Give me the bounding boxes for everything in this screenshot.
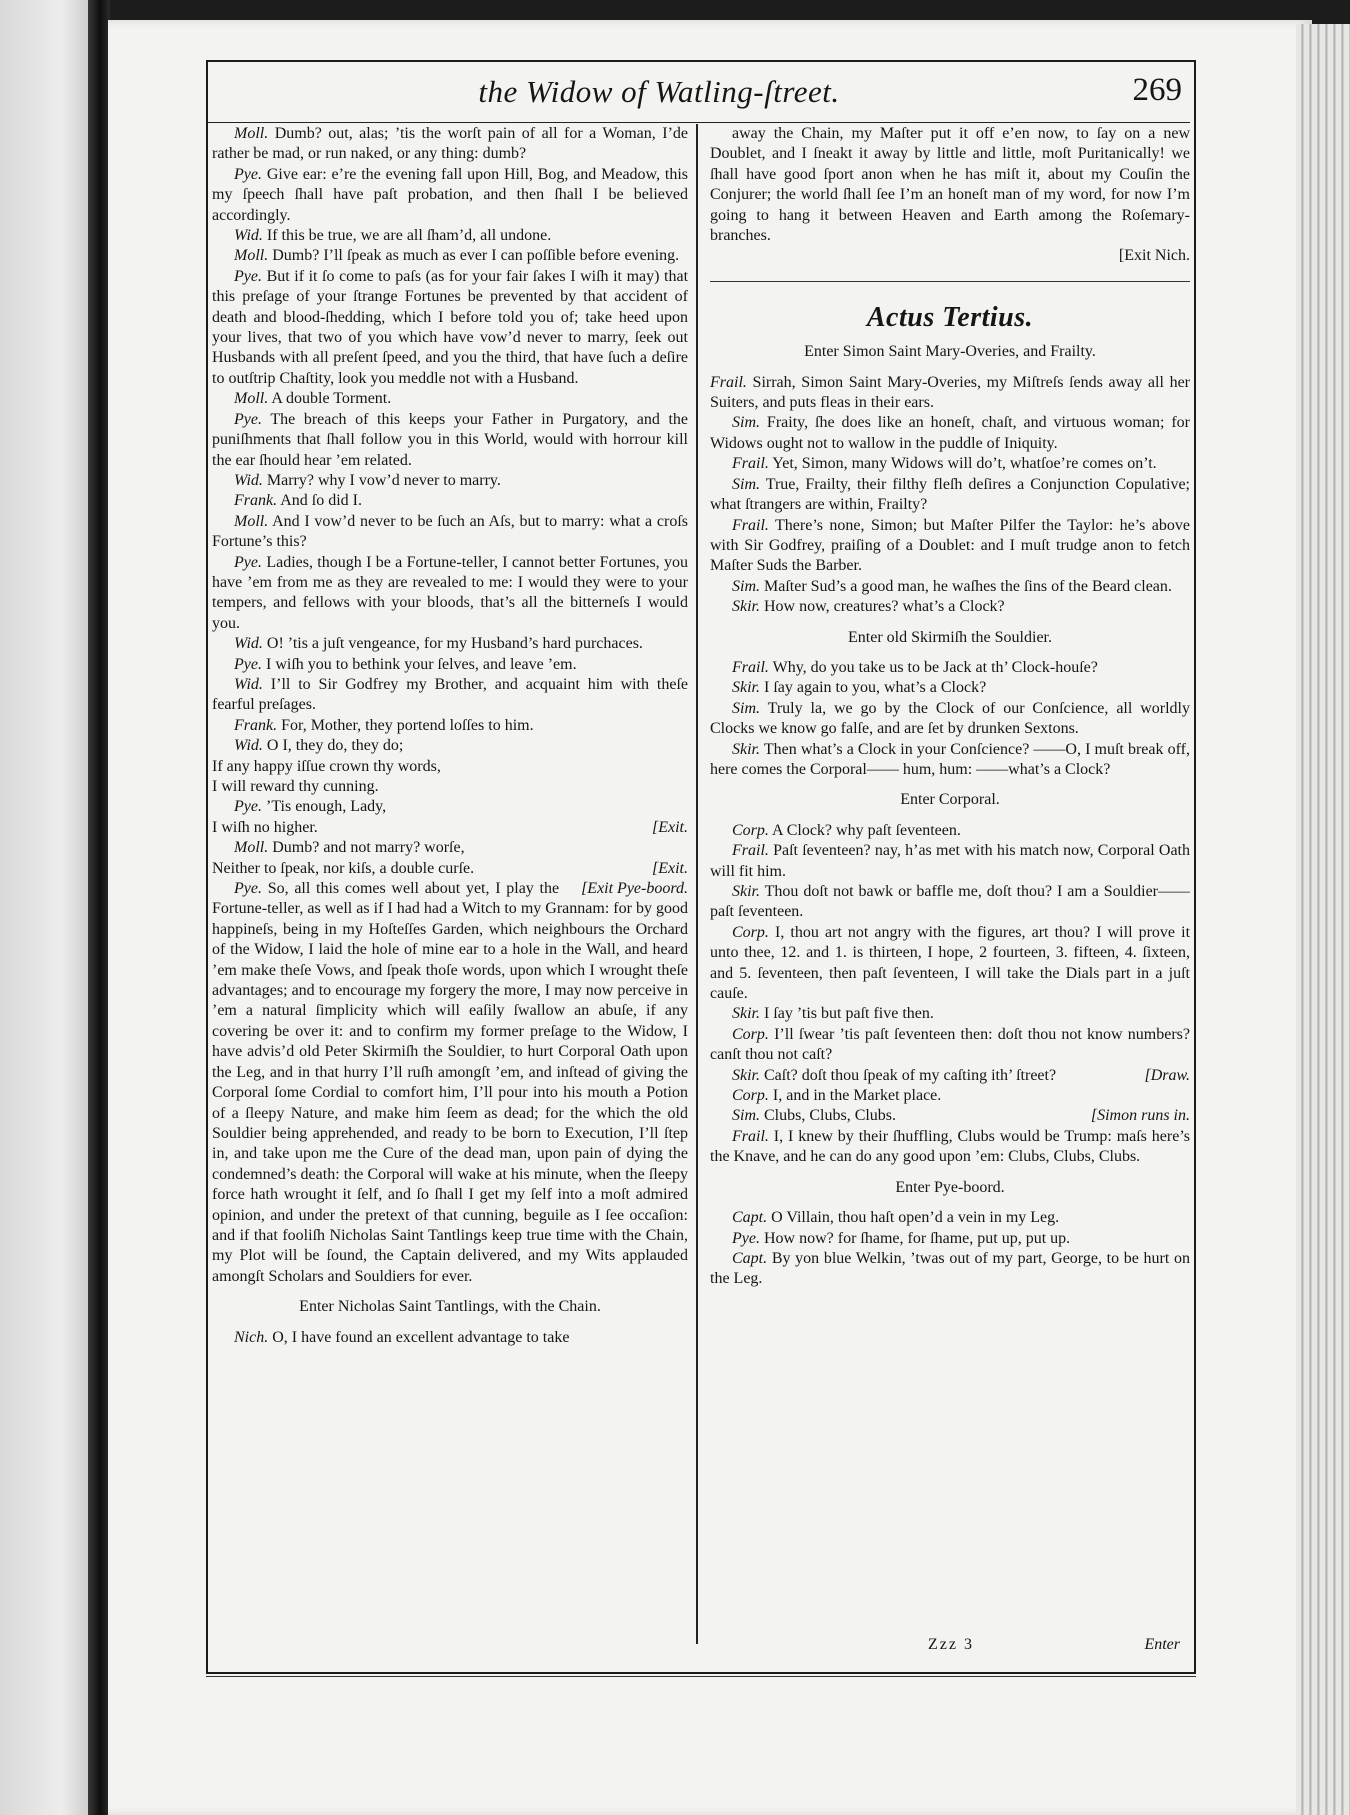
speaker-name: Wid. — [234, 635, 263, 653]
speech-text: O! ’tis a juſt vengeance, for my Husband’s hard purchaces. — [266, 635, 643, 653]
speaker-name: Capt. — [732, 1249, 768, 1267]
speech-text: Thou doſt not bawk or baffle me, doſt thou? I am a Souldier——paſt ſeventeen. — [710, 883, 1190, 921]
speaker-name: Corp. — [732, 1025, 769, 1043]
speaker-name: Frail. — [732, 455, 769, 473]
page-footer — [208, 1636, 1190, 1666]
speech-text: Marry? why I vow’d never to marry. — [266, 471, 501, 489]
verse-line-text: I wiſh no higher. — [212, 818, 318, 836]
speech-text: Dumb? I’ll ſpeak as much as ever I can poſſible before evening. — [272, 247, 680, 265]
speaker-name: Frank. — [234, 716, 278, 734]
speaker-name: Frank. — [234, 492, 278, 510]
speech — [710, 577, 1190, 597]
speech-text: Caſt? doſt thou ſpeak of my caſting ith’ ſtreet? — [764, 1066, 1057, 1084]
speech-text: A Clock? why paſt ſeventeen. — [772, 821, 961, 839]
catchword: Enter — [1144, 1636, 1180, 1653]
speaker-name: Sim. — [732, 414, 760, 432]
speech — [212, 410, 688, 471]
speaker-name: Frail. — [732, 1127, 769, 1145]
book-gutter — [88, 0, 110, 1815]
speaker-name: Moll. — [234, 247, 269, 265]
speaker-name: Frail. — [732, 516, 769, 534]
speaker-name: Sim. — [732, 1107, 760, 1125]
speaker-name: Pye. — [234, 880, 262, 898]
speech-text: I’ll to Sir Godfrey my Brother, and acquaint him with theſe fearful preſages. — [212, 675, 688, 714]
stage-direction-text: [Exit. — [652, 818, 688, 836]
speech — [212, 655, 688, 675]
stage-direction — [710, 1178, 1190, 1198]
right-column — [710, 124, 1190, 1648]
speech-text: O I, they do, they do; — [266, 737, 404, 755]
speech — [212, 124, 688, 165]
speaker-name: Wid. — [234, 675, 263, 693]
speech-text: ’Tis enough, Lady, — [265, 798, 387, 816]
speech-text: If this be true, we are all ſham’d, all undone. — [266, 227, 552, 245]
speech-text: So, all this comes well about yet, I play the Fortune-teller, as well as if I had had a Witch to my Grannam: for by good happineſs, being in my Hoſteſſes Garden, which neighbours the Orchard of the Widow, I laid the hole of mine ear to a hole in the Wall, and heard ’em make theſe Vows, and ſpeak thoſe words, upon which I wrought theſe advantages; and to encourage my forgery the more, I may now perceive in ’em a natural ſimplicity which will eaſily ſwallow an abuſe, if any covering be over it: and to confirm my former preſage to the Widow, I have advis’d old Peter Skirmiſh the Souldier, to hurt Corporal Oath upon the Leg, and in that hurry I’ll ruſh amongſt ’em, and inſtead of giving the Corporal ſome Cordial to comfort him, I’ll pour into his mouth a Potion of a ſleepy Nature, and make him ſeem as dead; for the which the old Souldier being apprehended, and ready to be born to Execution, I’ll ſtep in, and take upon me the Cure of the dead man, upon pain of dying the condemned’s death: the Corporal will wake at his minute, when the ſleepy force hath wrought it ſelf, and ſo ſhall I get my ſelf into a moſt admired opinion, and under the pretext of that cunning, beguile as I ſee occaſion: and if that fooliſh Nicholas Saint Tantlings keep true time with the Chain, my Plot will be ſound, the Captain delivered, and my Wits applauded amongſt Scholars and Souldiers for ever. — [212, 880, 688, 1285]
verse-line — [212, 757, 688, 777]
speaker-name: Skir. — [732, 883, 760, 900]
speaker-name: Moll. — [234, 512, 269, 530]
stage-direction — [710, 342, 1190, 362]
speech-text: Maſter Sud’s a good man, he waſhes the ſins of the Beard clean. — [764, 577, 1172, 595]
speaker-name: Capt. — [732, 1209, 768, 1227]
speech — [710, 1066, 1190, 1086]
speech-text: I, thou art not angry with the figures, art thou? I will prove it unto thee, 12. and 1. is thirteen, I hope, 2 fourteen, 3. fifteen, 4. ſixteen, and 5. ſeventeen, then paſt ſeventeen, I will take the Dials part in a juſt cauſe. — [710, 923, 1190, 1003]
speech — [710, 1249, 1190, 1290]
speaker-name: Wid. — [234, 471, 263, 489]
speech-text: And ſo did I. — [280, 492, 363, 510]
speech — [212, 1328, 688, 1348]
speech-text: True, Frailty, their filthy fleſh deſires a Conjunction Copulative; what ſtrangers are within, Frailty? — [710, 475, 1190, 514]
speaker-name: Frail. — [732, 658, 769, 676]
speech-text: Paſt ſeventeen? nay, h’as met with his match now, Corporal Oath will fit him. — [710, 842, 1190, 880]
speech — [710, 841, 1190, 882]
speaker-name: Moll. — [234, 839, 269, 857]
act-divider-rule — [710, 281, 1190, 282]
speaker-name: Pye. — [234, 165, 262, 183]
speech-text: Dumb? and not marry? worſe, — [272, 839, 465, 857]
page-stack-edges — [1296, 24, 1350, 1815]
signature-mark: Zzz 3 — [928, 1636, 974, 1653]
speech-text: O Villain, thou haſt open’d a vein in my Leg. — [771, 1209, 1060, 1227]
speech-text: Clubs, Clubs, Clubs. — [764, 1107, 897, 1125]
speaker-name: Nich. — [234, 1328, 269, 1346]
running-head — [208, 66, 1190, 123]
speech-text: Sirrah, Simon Saint Mary-Overies, my Miſtreſs ſends away all her Suiters, and puts fleas in their ears. — [710, 373, 1190, 412]
speech — [212, 165, 688, 226]
speech-text: There’s none, Simon; but Maſter Pilfer the Taylor: he’s above with Sir Godfrey, praiſing of a Doublet: and I muſt trudge anon to fetch Maſter Suds the Barber. — [710, 516, 1190, 575]
stage-direction — [212, 1297, 688, 1317]
speaker-name: Frail. — [732, 842, 769, 860]
speech — [212, 838, 688, 879]
speaker-name: Pye. — [234, 267, 262, 285]
speech — [710, 678, 1190, 698]
speaker-name: Moll. — [234, 125, 269, 142]
speech — [212, 226, 688, 246]
speaker-name: Skir. — [732, 679, 760, 697]
speech — [212, 634, 688, 654]
speech — [710, 1086, 1190, 1106]
speech — [212, 553, 688, 635]
verse-line — [212, 859, 688, 879]
speech-text: Then what’s a Clock in your Conſcience? ——O, I muſt break off, here comes the Corporal—— hum, hum: ——what’s a Clock? — [710, 740, 1190, 778]
act-heading: Actus Tertius. — [866, 301, 1034, 333]
speaker-name: Frail. — [710, 373, 747, 391]
speaker-name: Skir. — [732, 1005, 760, 1023]
speech-text: How now? for ſhame, for ſhame, put up, put up. — [763, 1229, 1071, 1247]
speaker-name: Sim. — [732, 577, 760, 595]
left-column — [212, 124, 688, 1648]
speech — [212, 716, 688, 736]
speech-text: A double Torment. — [271, 390, 392, 408]
speech — [710, 1208, 1190, 1228]
speech-text: The breach of this keeps your Father in Purgatory, and the puniſhments that ſhall follow you in this World, would with horrour kill the ear ſhould hear ’em related. — [212, 410, 688, 469]
speech-text: By yon blue Welkin, ’twas out of my part, George, to be hurt on the Leg. — [710, 1249, 1190, 1288]
speech — [710, 1004, 1190, 1024]
running-title: the Widow of Watling-ſtreet. — [478, 74, 840, 109]
speech — [710, 882, 1190, 923]
continued-speech — [710, 124, 1190, 246]
speech — [212, 267, 688, 389]
speaker-name: Pye. — [234, 798, 262, 816]
speech — [710, 475, 1190, 516]
stage-direction-text: [Exit Pye-boord. — [581, 880, 688, 898]
page-number: 269 — [1132, 72, 1182, 108]
stage-direction-text: Enter old Skirmiſh the Souldier. — [848, 628, 1052, 646]
speaker-name: Wid. — [234, 227, 263, 245]
speech — [212, 471, 688, 491]
speech — [710, 821, 1190, 841]
facing-page-edge — [0, 0, 88, 1815]
speech — [212, 491, 688, 511]
speech-text: Dumb? out, alas; ’tis the worſt pain of all for a Woman, I’de rather be mad, or run naked, or any thing: dumb? — [212, 125, 688, 163]
speech-text: away the Chain, my Maſter put it off e’en now, to ſay on a new Doublet, and I ſneakt it away by little and little, moſt Puritanically! we ſhall have good ſport anon when he has miſt it, about my Couſin the Conjurer; the world ſhall ſee I’m an honeſt man of my word, for now I’m going to hang it between Heaven and Earth among the Roſemary-branches. — [710, 125, 1190, 245]
speaker-name: Moll. — [234, 390, 269, 408]
speaker-name: Skir. — [732, 1066, 760, 1084]
verse-line — [212, 818, 688, 838]
frame-bottom-rule — [206, 1676, 1196, 1677]
stage-direction-text: Enter Simon Saint Mary-Overies, and Frailty. — [804, 343, 1096, 361]
speech — [710, 658, 1190, 678]
speaker-name: Pye. — [234, 655, 262, 673]
speech-text: Give ear: e’re the evening fall upon Hill, Bog, and Meadow, this my ſpeech ſhall have paſt probation, and then ſhall I be believed accordingly. — [212, 165, 688, 224]
stage-direction — [710, 790, 1190, 810]
speaker-name: Skir. — [732, 740, 760, 758]
speech — [212, 797, 688, 838]
stage-direction-text: [Exit Nich. — [1118, 247, 1190, 265]
stage-direction-text: Enter Corporal. — [900, 791, 1000, 809]
exit-direction — [710, 246, 1190, 266]
column-divider — [696, 124, 698, 1644]
speaker-name: Sim. — [732, 699, 760, 717]
speech — [710, 373, 1190, 414]
speaker-name: Wid. — [234, 737, 263, 755]
stage-direction-text: Enter Nicholas Saint Tantlings, with the Chain. — [299, 1298, 601, 1316]
speaker-name: Skir. — [732, 598, 760, 616]
speech — [710, 516, 1190, 577]
speech-text: I, I knew by their ſhuffling, Clubs would be Trump: maſs here’s the Knave, and he can do any good upon ’em: Clubs, Clubs, Clubs. — [710, 1127, 1190, 1166]
stage-direction — [710, 628, 1190, 648]
verse-line — [212, 777, 688, 797]
speech — [710, 1229, 1190, 1249]
speaker-name: Pye. — [234, 553, 262, 571]
verse-line-text: Neither to ſpeak, nor kiſs, a double curſe. — [212, 859, 475, 877]
speech — [710, 454, 1190, 474]
speech — [212, 512, 688, 553]
speech-text: I, and in the Market place. — [772, 1087, 942, 1105]
speech — [710, 597, 1190, 617]
speech-text: I ſay ’tis but paſt five then. — [764, 1005, 934, 1023]
speech-text: And I vow’d never to be ſuch an Aſs, but to marry: what a croſs Fortune’s this? — [212, 512, 688, 551]
speech — [212, 246, 688, 266]
speech-text: For, Mother, they portend loſſes to him. — [281, 716, 534, 734]
speech — [710, 413, 1190, 454]
speech — [212, 736, 688, 797]
speaker-name: Sim. — [732, 475, 760, 493]
speech-text: How now, creatures? what’s a Clock? — [764, 598, 1005, 616]
stage-direction-text: Enter Pye-boord. — [895, 1178, 1005, 1196]
speech-text: Why, do you take us to be Jack at th’ Clock-houſe? — [772, 658, 1098, 676]
speech-text: Truly la, we go by the Clock of our Conſcience, all worldly Clocks we know go falſe, and are ſet by drunken Sextons. — [710, 699, 1190, 738]
speech — [710, 740, 1190, 781]
stage-direction-text: [Exit. — [652, 859, 688, 877]
speech-text: But if it ſo come to paſs (as for your fair ſakes I wiſh it may) that this preſage of your ſtrange Fortunes be prevented by that accident of death and blood-ſhedding, which I before told you of; take heed upon your lives, that two of you which have vow’d never to marry, ſeek out Husbands with all preſent ſpeed, and you the third, that have ſuch a deſire to outſtrip Chaſtity, look you meddle not with a Husband. — [212, 267, 688, 387]
speech-text: Yet, Simon, many Widows will do’t, whatſoe’re comes on’t. — [772, 455, 1157, 473]
speech-text: Ladies, though I be a Fortune-teller, I cannot better Fortunes, you have ’em from me as they are revealed to me: I would they were to your tempers, and fellows with your bloods, that’s all the bitterneſs I would you. — [212, 553, 688, 632]
speech-text: I ſay again to you, what’s a Clock? — [764, 679, 987, 697]
speaker-name: Corp. — [732, 1087, 769, 1105]
speech — [212, 675, 688, 716]
speech — [710, 699, 1190, 740]
speech — [710, 1106, 1190, 1126]
speaker-name: Pye. — [234, 410, 262, 428]
speech — [710, 923, 1190, 1005]
speech-text: I’ll ſwear ’tis paſt ſeventeen then: doſt thou not know numbers? canſt thou not caſt? — [710, 1025, 1190, 1064]
speech-text: I wiſh you to bethink your ſelves, and leave ’em. — [265, 655, 577, 673]
verse-line-text: If any happy iſſue crown thy words, — [212, 757, 441, 775]
verse-line-text: I will reward thy cunning. — [212, 778, 379, 795]
stage-direction-text: [Draw. — [1144, 1066, 1190, 1084]
speech-text: Fraity, ſhe does like an honeſt, chaſt, and virtuous woman; for Widows ought not to wallow in the puddle of Iniquity. — [710, 414, 1190, 452]
act-three-body — [710, 342, 1190, 1289]
speaker-name: Corp. — [732, 923, 769, 941]
speech-text: O, I have found an excellent advantage to take — [272, 1328, 570, 1346]
speech — [710, 1025, 1190, 1066]
speaker-name: Pye. — [732, 1229, 760, 1247]
stage-direction-text: [Simon runs in. — [1090, 1107, 1190, 1125]
speaker-name: Corp. — [732, 821, 769, 839]
speech — [212, 389, 688, 409]
speech — [710, 1127, 1190, 1168]
speech — [212, 879, 688, 1287]
